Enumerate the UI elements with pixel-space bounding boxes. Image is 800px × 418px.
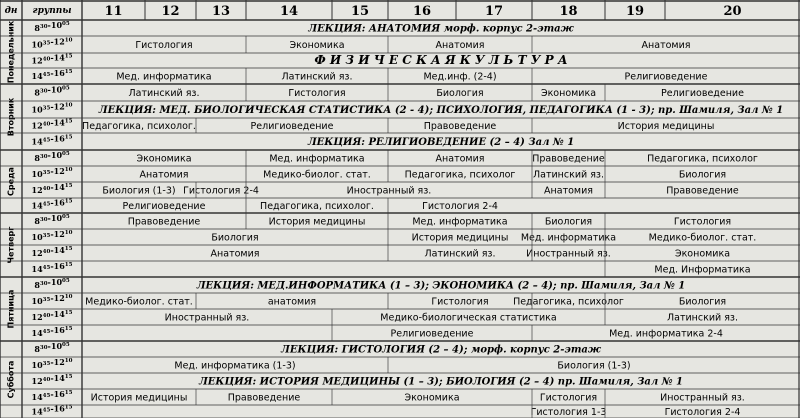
class-cell: Гистология: [431, 296, 489, 308]
class-cell: Биология: [211, 232, 259, 244]
time-slot: $14^{45}-16^{15}$: [31, 403, 73, 417]
class-cell: Педагогика, психолог: [404, 169, 516, 181]
class-cell: Религиоведение: [250, 121, 334, 132]
class-cell: Медико-биолог. стат.: [85, 296, 193, 308]
time-slot: $10^{35}-12^{10}$: [31, 101, 73, 115]
class-cell: анатомия: [267, 296, 317, 308]
class-cell: Педагогика, психолог.: [82, 121, 196, 132]
time-slot: $8^{30}-10^{05}$: [34, 20, 70, 33]
class-cell: Мед. информатика 2-4: [609, 328, 723, 340]
time-slot: $12^{40}-14^{15}$: [31, 373, 73, 386]
class-cell: Правоведение: [127, 216, 201, 228]
class-cell: Анатомия: [435, 40, 485, 51]
lecture-cell: ЛЕКЦИЯ: РЕЛИГИОВЕДЕНИЕ (2 – 4) Зал № 1: [307, 137, 575, 148]
class-cell: Иностранный яз.: [346, 185, 432, 197]
class-cell: Латинский яз.: [424, 248, 496, 260]
lecture-cell: ЛЕКЦИЯ: ГИСТОЛОГИЯ (2 – 4); морф. корпус 2-этаж: [281, 344, 601, 356]
lecture-cell: ЛЕКЦИЯ: МЕД. БИОЛОГИЧЕСКАЯ СТАТИСТИКА (2 - 4); ПСИХОЛОГИЯ, ПЕДАГОГИКА (1 - 3); пр. Шамиля, Зал № 1: [98, 105, 784, 116]
class-cell: Гистология 2-4: [422, 201, 498, 212]
class-cell: Анатомия: [641, 40, 691, 51]
header-group-15: 15: [350, 4, 370, 19]
class-cell: Медико-биолог. стат.: [263, 169, 371, 181]
time-slot: $14^{45}-16^{15}$: [31, 197, 73, 211]
class-cell: Медико-биолог. стат.: [648, 232, 757, 244]
time-slot: $14^{45}-16^{15}$: [31, 261, 73, 274]
day-label: Суббота: [6, 360, 16, 399]
class-cell: История медицины: [411, 232, 509, 244]
time-slot: $10^{35}-12^{10}$: [31, 229, 73, 242]
class-cell: Анатомия: [210, 248, 260, 260]
time-slot: $14^{45}-16^{15}$: [31, 325, 73, 338]
header-group-20: 20: [723, 4, 742, 19]
class-cell: Религиоведение: [390, 328, 474, 340]
time-slot: $8^{30}-10^{05}$: [34, 213, 70, 226]
class-cell: Анатомия: [139, 169, 189, 181]
class-cell: Биология (1-3): [102, 185, 176, 197]
time-slot: $10^{35}-12^{10}$: [31, 357, 73, 370]
day-label: Вторник: [6, 97, 16, 137]
day-label: Понедельник: [6, 20, 16, 84]
lecture-cell: ЛЕКЦИЯ: ИСТОРИЯ МЕДИЦИНЫ (1 – 3); БИОЛОГИЯ (2 – 4) пр. Шамиля, Зал № 1: [198, 376, 684, 388]
class-cell: Биология: [436, 88, 484, 99]
class-cell: Мед. информатика: [269, 153, 365, 165]
class-cell: Экономика: [674, 248, 731, 260]
time-slot: $10^{35}-12^{10}$: [31, 166, 73, 179]
class-cell: Биология: [678, 296, 727, 308]
day-label: Четверг: [6, 226, 16, 264]
class-cell: Латинский яз.: [533, 169, 604, 181]
class-cell: Правоведение: [666, 185, 739, 197]
class-cell: Экономика: [289, 40, 345, 51]
lecture-cell: ЛЕКЦИЯ: МЕД.ИНФОРМАТИКА (1 – 3); ЭКОНОМИКА (2 – 4); пр. Шамиля, Зал № 1: [196, 280, 686, 292]
day-label: Пятница: [6, 289, 16, 329]
class-cell: Педагогика, психолог: [513, 296, 624, 308]
time-slot: $8^{30}-10^{05}$: [34, 341, 70, 354]
class-cell: Мед. информатика: [116, 71, 212, 83]
header-day: дн: [4, 6, 18, 16]
class-cell: Иностранный яз.: [164, 312, 250, 324]
class-cell: Гистология: [673, 216, 732, 228]
time-slot: $12^{40}-14^{15}$: [31, 309, 73, 322]
class-cell: Экономика: [540, 88, 597, 99]
class-cell: Правоведение: [423, 121, 497, 132]
time-slot: $10^{35}-12^{10}$: [31, 36, 73, 50]
class-cell: История медицины: [617, 121, 715, 132]
header-group-16: 16: [412, 4, 432, 19]
time-slot: $12^{40}-14^{15}$: [31, 245, 73, 258]
header-group-19: 19: [625, 4, 645, 19]
header-group-12: 12: [161, 4, 180, 19]
class-cell: Гистология: [135, 40, 193, 51]
class-cell: Религиоведение: [624, 71, 708, 83]
time-slot: $14^{45}-16^{15}$: [31, 68, 73, 81]
class-cell: История медицины: [268, 216, 366, 228]
class-cell: Педагогика, психолог: [647, 153, 758, 165]
time-slot: $8^{30}-10^{05}$: [34, 150, 70, 163]
lecture-cell: ЛЕКЦИЯ: АНАТОМИЯ морф. корпус 2-этаж: [308, 23, 574, 35]
time-slot: $14^{45}-16^{15}$: [31, 133, 73, 147]
class-cell: Биология (1-3): [557, 360, 631, 372]
day-label: Среда: [6, 167, 16, 196]
time-slot: $12^{40}-14^{15}$: [31, 52, 73, 66]
class-cell: Биология: [678, 169, 727, 181]
class-cell: Религиоведение: [122, 201, 206, 212]
class-cell: Анатомия: [544, 185, 593, 197]
time-slot: $12^{40}-14^{15}$: [31, 182, 73, 195]
class-cell: Экономика: [136, 153, 192, 165]
class-cell: Мед. информатика (1-3): [174, 360, 296, 372]
time-slot: $12^{40}-14^{15}$: [31, 117, 73, 131]
class-cell: Гистология: [288, 88, 346, 99]
time-slot: $14^{45}-16^{15}$: [31, 389, 73, 402]
header-group-17: 17: [484, 4, 504, 19]
class-cell: Гистология 2-4: [183, 185, 259, 197]
class-cell: Мед.инф. (2-4): [423, 71, 497, 83]
class-cell: Латинский яз.: [128, 88, 200, 99]
class-cell: Религиоведение: [661, 88, 744, 99]
time-slot: $8^{30}-10^{05}$: [34, 277, 70, 290]
header-group-13: 13: [211, 4, 231, 19]
class-cell: Гистология: [539, 392, 598, 404]
class-cell: Анатомия: [435, 153, 485, 165]
class-cell: Иностранный яз.: [526, 248, 611, 260]
class-cell: Педагогика, психолог.: [260, 201, 374, 212]
class-cell: Правоведение: [532, 153, 605, 165]
time-slot: $10^{35}-12^{10}$: [31, 293, 73, 306]
class-cell: Гистология 2-4: [664, 407, 741, 418]
class-cell: Биология: [544, 216, 593, 228]
class-cell: Латинский яз.: [667, 312, 738, 324]
header-group-18: 18: [559, 4, 578, 19]
header-group-11: 11: [104, 4, 123, 19]
class-cell: История медицины: [90, 392, 188, 404]
class-cell: Мед. информатика: [412, 216, 508, 228]
class-cell: Медико-биологическая статистика: [380, 312, 557, 324]
class-cell: Мед. информатика: [520, 232, 617, 244]
time-slot: $8^{30}-10^{05}$: [34, 84, 70, 98]
class-cell: Иностранный яз.: [660, 392, 745, 404]
class-cell: Мед. Информатика: [654, 264, 751, 276]
lecture-cell: Ф И З И Ч Е С К А Я К У Л Ь Т У Р А: [314, 53, 568, 67]
class-cell: Экономика: [404, 392, 460, 404]
class-cell: Правоведение: [227, 392, 301, 404]
header-groups: группы: [32, 6, 72, 16]
class-cell: Латинский яз.: [281, 71, 353, 83]
header-group-14: 14: [279, 4, 299, 19]
class-cell: Гистология 1-3: [530, 407, 607, 418]
